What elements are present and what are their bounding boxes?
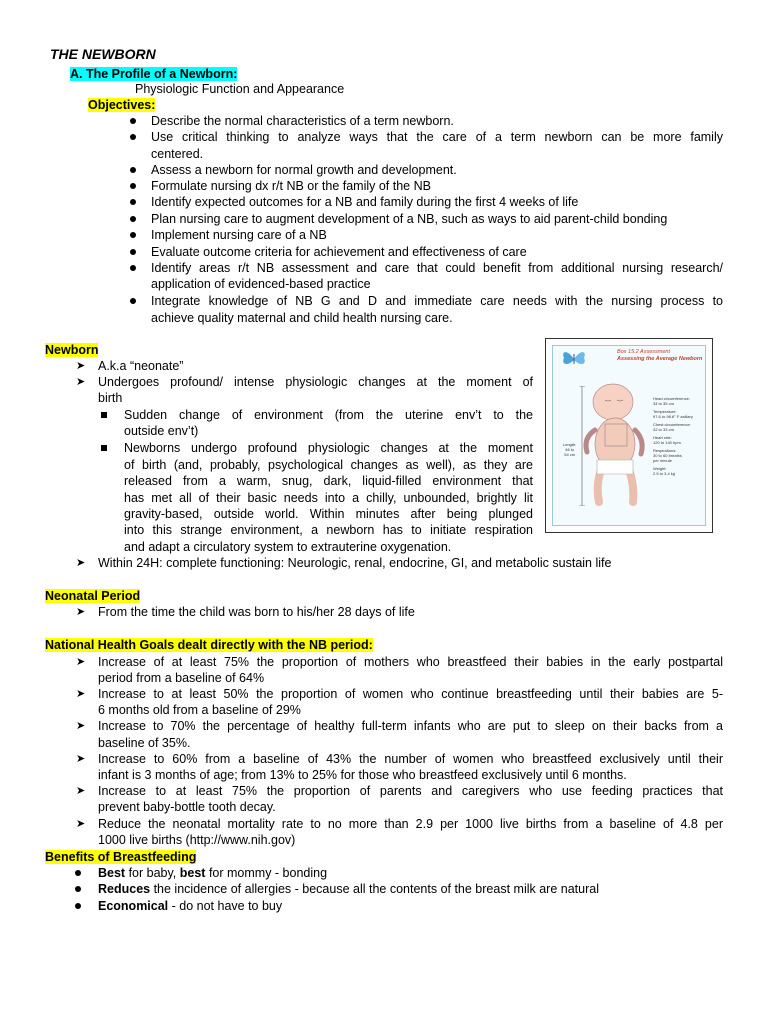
newborn-subitem: Sudden change of environment (from the uterine env’t to the <box>124 408 533 422</box>
benefit-item <box>98 898 282 914</box>
newborn-subitem-cont: has met all of their basic needs into a chilly, unbounded, brightly lit <box>124 491 533 505</box>
goal-item-cont: 6 months old from a baseline of 29% <box>98 703 301 717</box>
benefit-keyword: Reduces <box>98 882 151 896</box>
newborn-assessment-figure <box>545 338 713 533</box>
length-label: Length: <box>563 442 577 447</box>
objective-item: Identify areas r/t NB assessment and care that could benefit from additional nursing research/ <box>151 261 723 275</box>
bullet-dot-icon <box>130 199 136 205</box>
newborn-subitem-cont: and adapt a circulatory system to extrauterine oxygenation. <box>124 540 452 554</box>
section-a-heading: A. The Profile of a Newborn: <box>70 67 238 81</box>
arrow-bullet-icon: ➤ <box>76 720 86 732</box>
note-line: 97.6 to 98.6° F axillary <box>653 414 693 419</box>
note-line: Respirations: <box>653 448 677 453</box>
goal-item: Increase of at least 75% the proportion of mothers who breastfeed their babies in the early postpartal <box>98 655 723 669</box>
benefit-text: the incidence of allergies - because all the contents of the breast milk are natural <box>150 882 599 896</box>
newborn-subitem-cont: into this strange environment, a newborn has to initiate respiration <box>124 523 533 537</box>
bullet-dot-icon <box>75 870 81 876</box>
objective-item-cont: achieve quality maternal and child health nursing care. <box>151 311 453 325</box>
square-bullet-icon <box>101 412 107 418</box>
benefit-keyword: Economical <box>98 899 169 913</box>
arrow-bullet-icon: ➤ <box>76 688 86 700</box>
note-line: per minute <box>653 458 672 463</box>
goal-item: Increase to at least 75% the proportion of parents and caregivers who use feeding practices that <box>98 784 723 798</box>
newborn-item: Undergoes profound/ intense physiologic changes at the moment of <box>98 375 533 389</box>
note-line: Temperature: <box>653 409 677 414</box>
note-line: 30 to 60 breaths <box>653 453 682 458</box>
length-bracket <box>579 386 585 506</box>
arrow-bullet-icon: ➤ <box>76 818 86 830</box>
bullet-dot-icon <box>130 249 136 255</box>
note-line: Chest circumference: <box>653 422 691 427</box>
arrow-bullet-icon: ➤ <box>76 606 86 618</box>
goal-item: Reduce the neonatal mortality rate to no more than 2.9 per 1000 live births from a baseline of 4.8 per <box>98 817 723 831</box>
section-a-subtitle: Physiologic Function and Appearance <box>135 82 345 96</box>
benefit-text: for mommy - bonding <box>205 866 328 880</box>
bullet-dot-icon <box>130 298 136 304</box>
note-line: Head circumference: <box>653 396 690 401</box>
note-line: 32 to 33 cm <box>653 427 674 432</box>
vitals-notes <box>653 396 693 476</box>
objective-item-cont: centered. <box>151 147 204 161</box>
figure-title-box: Box 15.2 Assessment <box>617 349 670 355</box>
objective-item-cont: application of evidenced-based practice <box>151 277 371 291</box>
baby-illustration <box>575 372 665 522</box>
note-line: 120 to 140 bpm <box>653 440 681 445</box>
note-line: Weight: <box>653 466 667 471</box>
arrow-bullet-icon: ➤ <box>76 557 86 569</box>
goal-item-cont: period from a baseline of 64% <box>98 671 265 685</box>
arrow-bullet-icon: ➤ <box>76 360 86 372</box>
benefit-item <box>98 881 599 897</box>
butterfly-icon <box>561 349 587 369</box>
objective-item: Identify expected outcomes for a NB and family during the first 4 weeks of life <box>151 195 579 209</box>
arrow-bullet-icon: ➤ <box>76 753 86 765</box>
newborn-subitem-cont: of birth (and, probably, psychological changes as well), as they are <box>124 458 533 472</box>
objective-item: Evaluate outcome criteria for achievement and effectiveness of care <box>151 245 527 259</box>
benefit-item <box>98 865 327 881</box>
newborn-subitem-cont: released from a warm, snug, dark, liquid-filled environment that <box>124 474 533 488</box>
arrow-bullet-icon: ➤ <box>76 656 86 668</box>
objective-item: Describe the normal characteristics of a term newborn. <box>151 114 454 128</box>
length-value: 46 to <box>565 447 575 452</box>
objective-item: Formulate nursing dx r/t NB or the family of the NB <box>151 179 431 193</box>
objective-item: Integrate knowledge of NB G and D and immediate care needs with the nursing process to <box>151 294 723 308</box>
newborn-item: Within 24H: complete functioning: Neurologic, renal, endocrine, GI, and metabolic sustain life <box>98 556 612 570</box>
newborn-item-cont: birth <box>98 391 123 405</box>
note-line: Heart rate: <box>653 435 672 440</box>
bullet-dot-icon <box>130 118 136 124</box>
arrow-bullet-icon: ➤ <box>76 785 86 797</box>
benefit-text: - do not have to buy <box>168 899 283 913</box>
bullet-dot-icon <box>130 134 136 140</box>
goals-heading: National Health Goals dealt directly with the NB period: <box>45 638 373 652</box>
bullet-dot-icon <box>75 903 81 909</box>
neonatal-heading: Neonatal Period <box>45 589 141 603</box>
benefit-keyword: best <box>179 866 206 880</box>
note-line: 2.5 to 3.4 kg <box>653 471 676 476</box>
objective-item: Use critical thinking to analyze ways that the care of a term newborn can be more family <box>151 130 723 144</box>
goal-item: Increase to at least 50% the proportion of women who continue breastfeeding until their babies are 5- <box>98 687 723 701</box>
goal-item-cont: baseline of 35%. <box>98 736 191 750</box>
newborn-subitem: Newborns undergo profound physiologic changes at the moment <box>124 441 533 455</box>
goal-item-cont: infant is 3 months of age; from 13% to 25% for those who breastfeed exclusively until 6 months. <box>98 768 627 782</box>
benefits-heading: Benefits of Breastfeeding <box>45 850 197 864</box>
length-note <box>563 442 576 457</box>
benefit-keyword: Best <box>98 866 126 880</box>
document-title: THE NEWBORN <box>50 46 156 62</box>
newborn-subitem-cont: outside env’t) <box>124 424 199 438</box>
note-line: 34 to 35 cm <box>653 401 674 406</box>
objective-item: Implement nursing care of a NB <box>151 228 327 242</box>
benefit-text: for baby, <box>125 866 180 880</box>
length-unit: 54 cm <box>564 452 576 457</box>
objective-item: Assess a newborn for normal growth and development. <box>151 163 457 177</box>
newborn-subitem-cont: gravity-based, outside world. Within minutes after being plunged <box>124 507 533 521</box>
goal-item-cont: prevent baby-bottle tooth decay. <box>98 800 276 814</box>
neonatal-item: From the time the child was born to his/her 28 days of life <box>98 605 415 619</box>
goal-item: Increase to 60% from a baseline of 43% the number of women who breastfeed exclusively until their <box>98 752 723 766</box>
bullet-dot-icon <box>75 886 81 892</box>
bullet-dot-icon <box>130 232 136 238</box>
bullet-dot-icon <box>130 265 136 271</box>
bullet-dot-icon <box>130 216 136 222</box>
objectives-label: Objectives: <box>88 98 156 112</box>
square-bullet-icon <box>101 445 107 451</box>
bullet-dot-icon <box>130 167 136 173</box>
figure-panel <box>552 345 706 526</box>
arrow-bullet-icon: ➤ <box>76 376 86 388</box>
bullet-dot-icon <box>130 183 136 189</box>
newborn-heading: Newborn <box>45 343 99 357</box>
goal-item-cont: 1000 live births (http://www.nih.gov) <box>98 833 296 847</box>
goal-item: Increase to 70% the percentage of healthy full-term infants who are put to sleep on their backs from a <box>98 719 723 733</box>
objective-item: Plan nursing care to augment development of a NB, such as ways to aid parent-child bonding <box>151 212 668 226</box>
newborn-item: A.k.a “neonate” <box>98 359 184 373</box>
figure-title: Assessing the Average Newborn <box>617 356 703 362</box>
